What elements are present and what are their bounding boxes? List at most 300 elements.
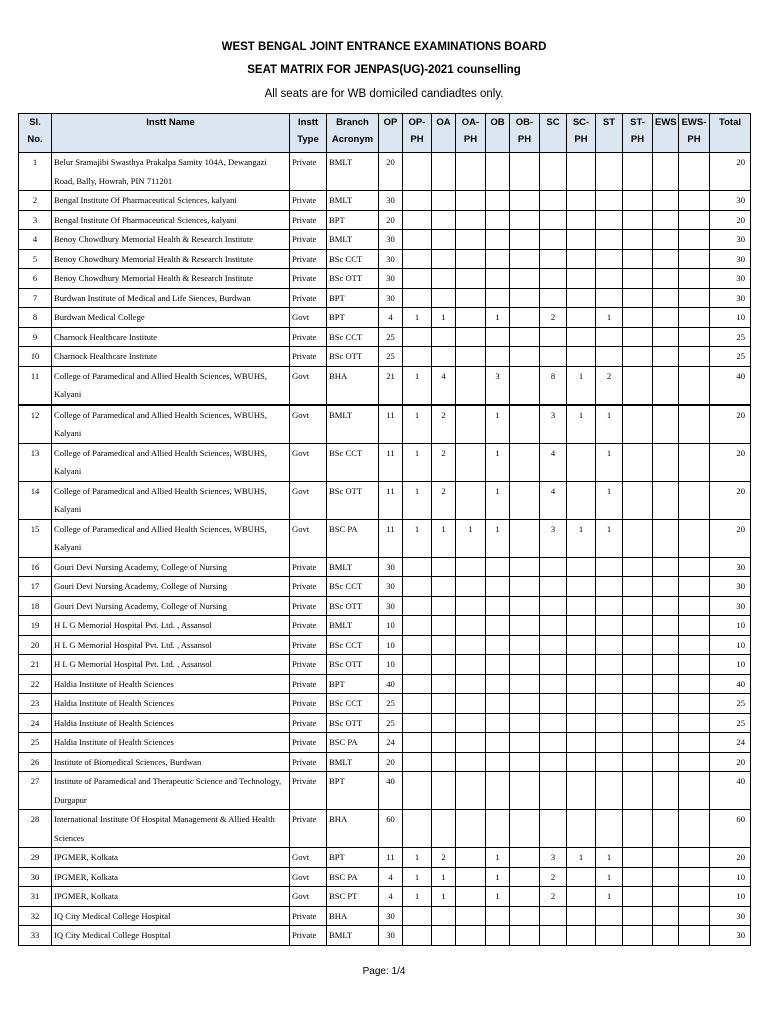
branch-cell: BMLT (327, 926, 379, 946)
seat-count-cell (567, 347, 596, 367)
seat-count-cell (456, 230, 486, 250)
seat-count-cell (623, 288, 653, 308)
seat-count-cell (623, 906, 653, 926)
serial-cell: 30 (19, 867, 52, 887)
serial-cell: 17 (19, 577, 52, 597)
branch-cell: BSc OTT (327, 655, 379, 675)
seat-count-cell (432, 674, 456, 694)
branch-cell: BMLT (327, 191, 379, 211)
column-header: Instt Type (290, 114, 327, 153)
seat-count-cell (403, 906, 432, 926)
seat-count-cell (596, 752, 623, 772)
seat-count-cell (540, 230, 567, 250)
seat-count-cell: 30 (379, 191, 403, 211)
seat-count-cell (653, 906, 679, 926)
seat-count-cell (596, 674, 623, 694)
seat-count-cell (567, 674, 596, 694)
total-cell: 30 (710, 191, 751, 211)
seat-count-cell (432, 191, 456, 211)
seat-count-cell: 1 (403, 366, 432, 405)
branch-cell: BSC PA (327, 733, 379, 753)
institute-type-cell: Govt (290, 481, 327, 519)
seat-count-cell (403, 327, 432, 347)
institute-name-cell: IQ City Medical College Hospital (52, 926, 290, 946)
seat-count-cell (653, 347, 679, 367)
institute-name-cell: College of Paramedical and Allied Health Sciences, WBUHS, Kalyani (52, 366, 290, 405)
seat-count-cell: 40 (379, 772, 403, 810)
seat-count-cell: 2 (540, 308, 567, 328)
table-row (19, 694, 751, 714)
table-row (19, 405, 751, 444)
seat-count-cell (653, 887, 679, 907)
seat-count-cell (432, 347, 456, 367)
seat-count-cell (456, 713, 486, 733)
seat-count-cell (679, 674, 710, 694)
institute-type-cell: Private (290, 557, 327, 577)
seat-count-cell (653, 230, 679, 250)
seat-count-cell: 1 (567, 366, 596, 405)
seat-count-cell: 11 (379, 443, 403, 481)
seat-matrix-table (18, 113, 751, 946)
seat-count-cell: 4 (432, 366, 456, 405)
table-row (19, 153, 751, 191)
branch-cell: BPT (327, 308, 379, 328)
total-cell: 25 (710, 694, 751, 714)
seat-count-cell (540, 655, 567, 675)
seat-count-cell (596, 596, 623, 616)
seat-count-cell (623, 655, 653, 675)
seat-count-cell (456, 906, 486, 926)
total-cell: 10 (710, 867, 751, 887)
column-header: Branch Acronym (327, 114, 379, 153)
table-row (19, 926, 751, 946)
seat-count-cell (567, 867, 596, 887)
seat-count-cell (432, 772, 456, 810)
seat-count-cell (596, 635, 623, 655)
table-row (19, 772, 751, 810)
seat-count-cell (623, 347, 653, 367)
seat-count-cell (510, 557, 540, 577)
institute-type-cell: Private (290, 288, 327, 308)
seat-count-cell (540, 210, 567, 230)
seat-count-cell (567, 635, 596, 655)
serial-cell: 24 (19, 713, 52, 733)
institute-type-cell: Private (290, 596, 327, 616)
column-header: Total (710, 114, 751, 153)
seat-count-cell: 1 (403, 519, 432, 557)
seat-count-cell (510, 519, 540, 557)
seat-count-cell (403, 249, 432, 269)
table-row (19, 848, 751, 868)
seat-count-cell (596, 327, 623, 347)
seat-count-cell (510, 752, 540, 772)
seat-count-cell: 1 (486, 867, 510, 887)
table-row (19, 906, 751, 926)
institute-name-cell: Belur Sramajibi Swasthya Prakalpa Samity 104A, Dewangazi Road, Bally, Howrah, PIN 711201 (52, 153, 290, 191)
seat-count-cell (679, 347, 710, 367)
seat-count-cell (432, 733, 456, 753)
seat-count-cell (486, 810, 510, 848)
seat-count-cell (623, 557, 653, 577)
page-number: Page: 1/4 (362, 966, 406, 977)
seat-count-cell: 11 (379, 405, 403, 444)
seat-count-cell (567, 191, 596, 211)
serial-cell: 31 (19, 887, 52, 907)
seat-count-cell (679, 635, 710, 655)
serial-cell: 11 (19, 366, 52, 405)
branch-cell: BMLT (327, 405, 379, 444)
seat-count-cell (510, 926, 540, 946)
serial-cell: 16 (19, 557, 52, 577)
seat-count-cell (510, 616, 540, 636)
seat-count-cell: 2 (596, 366, 623, 405)
branch-cell: BPT (327, 674, 379, 694)
seat-count-cell: 1 (403, 848, 432, 868)
seat-count-cell (596, 655, 623, 675)
seat-count-cell: 1 (486, 443, 510, 481)
seat-count-cell (540, 752, 567, 772)
seat-count-cell: 25 (379, 347, 403, 367)
seat-count-cell (540, 906, 567, 926)
branch-cell: BMLT (327, 153, 379, 191)
seat-count-cell (679, 557, 710, 577)
institute-name-cell: H L G Memorial Hospital Pvt. Ltd. , Assansol (52, 616, 290, 636)
serial-cell: 4 (19, 230, 52, 250)
seat-count-cell: 10 (379, 655, 403, 675)
seat-count-cell (456, 887, 486, 907)
seat-count-cell (456, 443, 486, 481)
total-cell: 20 (710, 519, 751, 557)
seat-count-cell (567, 655, 596, 675)
table-row (19, 577, 751, 597)
seat-count-cell (623, 519, 653, 557)
seat-count-cell (510, 481, 540, 519)
institute-name-cell: Bengal Institute Of Pharmaceutical Sciences, kalyani (52, 191, 290, 211)
seat-count-cell: 1 (432, 867, 456, 887)
seat-count-cell (403, 772, 432, 810)
institute-name-cell: IPGMER, Kolkata (52, 867, 290, 887)
seat-count-cell (540, 616, 567, 636)
branch-cell: BSc CCT (327, 249, 379, 269)
seat-count-cell (679, 694, 710, 714)
seat-count-cell: 1 (596, 308, 623, 328)
institute-type-cell: Private (290, 191, 327, 211)
seat-count-cell (540, 288, 567, 308)
seat-count-cell (596, 249, 623, 269)
table-row (19, 867, 751, 887)
seat-count-cell (567, 288, 596, 308)
branch-cell: BPT (327, 288, 379, 308)
branch-cell: BSc CCT (327, 327, 379, 347)
table-row (19, 443, 751, 481)
seat-count-cell (403, 926, 432, 946)
column-header: EWS (653, 114, 679, 153)
seat-count-cell (653, 481, 679, 519)
seat-count-cell (510, 867, 540, 887)
institute-type-cell: Govt (290, 308, 327, 328)
seat-count-cell (679, 733, 710, 753)
seat-count-cell (540, 249, 567, 269)
seat-count-cell (510, 810, 540, 848)
table-row (19, 210, 751, 230)
seat-count-cell: 3 (540, 848, 567, 868)
seat-count-cell (510, 191, 540, 211)
table-row (19, 288, 751, 308)
seat-count-cell (540, 269, 567, 289)
seat-count-cell (403, 635, 432, 655)
seat-count-cell (567, 887, 596, 907)
seat-count-cell (456, 674, 486, 694)
seat-count-cell: 25 (379, 713, 403, 733)
seat-count-cell (486, 713, 510, 733)
seat-count-cell (679, 443, 710, 481)
seat-count-cell (540, 694, 567, 714)
table-row (19, 810, 751, 848)
column-header: EWS-PH (679, 114, 710, 153)
table-row (19, 713, 751, 733)
total-cell: 25 (710, 327, 751, 347)
seat-count-cell (567, 230, 596, 250)
seat-count-cell (432, 557, 456, 577)
seat-count-cell: 11 (379, 519, 403, 557)
seat-count-cell (567, 596, 596, 616)
seat-count-cell (653, 269, 679, 289)
total-cell: 30 (710, 269, 751, 289)
seat-count-cell: 1 (596, 867, 623, 887)
seat-count-cell (679, 655, 710, 675)
seat-count-cell (623, 926, 653, 946)
seat-count-cell (486, 596, 510, 616)
institute-type-cell: Private (290, 230, 327, 250)
total-cell: 10 (710, 887, 751, 907)
seat-count-cell (403, 655, 432, 675)
branch-cell: BSc OTT (327, 481, 379, 519)
serial-cell: 18 (19, 596, 52, 616)
serial-cell: 25 (19, 733, 52, 753)
serial-cell: 29 (19, 848, 52, 868)
seat-count-cell (486, 926, 510, 946)
institute-name-cell: Burdwan Institute of Medical and Life Siences, Burdwan (52, 288, 290, 308)
branch-cell: BSc OTT (327, 269, 379, 289)
total-cell: 24 (710, 733, 751, 753)
seat-count-cell: 11 (379, 481, 403, 519)
serial-cell: 12 (19, 405, 52, 444)
branch-cell: BPT (327, 772, 379, 810)
institute-name-cell: Haldia Institute of Health Sciences (52, 713, 290, 733)
seat-count-cell (679, 616, 710, 636)
seat-count-cell (679, 269, 710, 289)
table-row (19, 269, 751, 289)
seat-count-cell: 1 (596, 887, 623, 907)
institute-name-cell: Bengal Institute Of Pharmaceutical Sciences, kalyani (52, 210, 290, 230)
institute-type-cell: Private (290, 153, 327, 191)
serial-cell: 33 (19, 926, 52, 946)
total-cell: 30 (710, 596, 751, 616)
seat-count-cell (596, 230, 623, 250)
seat-count-cell (567, 481, 596, 519)
seat-count-cell (456, 366, 486, 405)
seat-count-cell (679, 366, 710, 405)
table-row (19, 752, 751, 772)
seat-count-cell (623, 635, 653, 655)
table-row (19, 366, 751, 405)
seat-count-cell (679, 772, 710, 810)
seat-count-cell (486, 655, 510, 675)
seat-count-cell (486, 327, 510, 347)
seat-count-cell (653, 557, 679, 577)
seat-count-cell (596, 191, 623, 211)
serial-cell: 26 (19, 752, 52, 772)
institute-type-cell: Govt (290, 405, 327, 444)
institute-name-cell: College of Paramedical and Allied Health Sciences, WBUHS, Kalyani (52, 519, 290, 557)
seat-count-cell (653, 153, 679, 191)
seat-count-cell: 1 (486, 481, 510, 519)
column-header: Sl. No. (19, 114, 52, 153)
seat-count-cell (567, 926, 596, 946)
seat-count-cell (403, 210, 432, 230)
seat-count-cell: 1 (403, 867, 432, 887)
seat-count-cell (432, 230, 456, 250)
seat-count-cell: 3 (540, 405, 567, 444)
seat-count-cell: 40 (379, 674, 403, 694)
seat-count-cell (653, 288, 679, 308)
seat-count-cell (456, 752, 486, 772)
serial-cell: 23 (19, 694, 52, 714)
serial-cell: 7 (19, 288, 52, 308)
seat-count-cell: 1 (596, 481, 623, 519)
seat-count-cell: 30 (379, 249, 403, 269)
table-row (19, 249, 751, 269)
seat-count-cell (510, 848, 540, 868)
institute-name-cell: Burdwan Medical College (52, 308, 290, 328)
seat-count-cell (540, 577, 567, 597)
seat-count-cell (623, 596, 653, 616)
seat-count-cell (567, 733, 596, 753)
seat-count-cell (510, 713, 540, 733)
seat-count-cell (567, 210, 596, 230)
seat-count-cell: 4 (379, 867, 403, 887)
seat-count-cell: 30 (379, 577, 403, 597)
institute-name-cell: Charnock Healthcare Institute (52, 347, 290, 367)
seat-count-cell (567, 557, 596, 577)
seat-count-cell (456, 481, 486, 519)
column-header: ST-PH (623, 114, 653, 153)
seat-count-cell (679, 405, 710, 444)
seat-count-cell (596, 926, 623, 946)
seat-count-cell (653, 674, 679, 694)
total-cell: 20 (710, 752, 751, 772)
seat-count-cell (486, 772, 510, 810)
seat-count-cell (653, 308, 679, 328)
institute-name-cell: Benoy Chowdhury Memorial Health & Research Institute (52, 249, 290, 269)
seat-count-cell (456, 288, 486, 308)
seat-count-cell: 4 (540, 481, 567, 519)
seat-count-cell (486, 752, 510, 772)
branch-cell: BMLT (327, 230, 379, 250)
seat-count-cell (567, 249, 596, 269)
serial-cell: 27 (19, 772, 52, 810)
serial-cell: 20 (19, 635, 52, 655)
column-header: ST (596, 114, 623, 153)
seat-count-cell (653, 577, 679, 597)
seat-count-cell: 30 (379, 906, 403, 926)
institute-type-cell: Govt (290, 887, 327, 907)
seat-count-cell (653, 867, 679, 887)
seat-count-cell (540, 733, 567, 753)
branch-cell: BSC PA (327, 867, 379, 887)
seat-count-cell (653, 596, 679, 616)
serial-cell: 6 (19, 269, 52, 289)
seat-count-cell (623, 848, 653, 868)
branch-cell: BHA (327, 366, 379, 405)
seat-count-cell: 1 (486, 405, 510, 444)
seat-count-cell (679, 308, 710, 328)
seat-count-cell (456, 577, 486, 597)
total-cell: 30 (710, 926, 751, 946)
seat-count-cell: 1 (432, 887, 456, 907)
institute-type-cell: Private (290, 210, 327, 230)
institute-type-cell: Private (290, 752, 327, 772)
institute-type-cell: Private (290, 810, 327, 848)
seat-count-cell (623, 405, 653, 444)
branch-cell: BHA (327, 810, 379, 848)
seat-count-cell (623, 210, 653, 230)
seat-count-cell (456, 655, 486, 675)
seat-count-cell (623, 867, 653, 887)
seat-count-cell (679, 210, 710, 230)
seat-count-cell (456, 405, 486, 444)
column-header: SC-PH (567, 114, 596, 153)
seat-count-cell (540, 635, 567, 655)
seat-count-cell (456, 153, 486, 191)
seat-count-cell (596, 906, 623, 926)
seat-count-cell (623, 616, 653, 636)
total-cell: 20 (710, 405, 751, 444)
seat-count-cell (653, 810, 679, 848)
seat-count-cell: 2 (432, 481, 456, 519)
seat-count-cell: 10 (379, 635, 403, 655)
seat-count-cell: 1 (596, 405, 623, 444)
branch-cell: BPT (327, 210, 379, 230)
seat-count-cell (679, 519, 710, 557)
seat-count-cell (432, 249, 456, 269)
institute-name-cell: College of Paramedical and Allied Health Sciences, WBUHS, Kalyani (52, 405, 290, 444)
seat-count-cell: 25 (379, 694, 403, 714)
institute-type-cell: Private (290, 327, 327, 347)
seat-count-cell (567, 694, 596, 714)
institute-name-cell: Haldia Institute of Health Sciences (52, 674, 290, 694)
seat-count-cell (679, 596, 710, 616)
seat-count-cell (510, 269, 540, 289)
seat-count-cell (510, 405, 540, 444)
table-row (19, 191, 751, 211)
seat-count-cell (623, 191, 653, 211)
seat-count-cell (456, 269, 486, 289)
institute-name-cell: Haldia Institute of Health Sciences (52, 733, 290, 753)
seat-count-cell (403, 347, 432, 367)
seat-count-cell (486, 557, 510, 577)
seat-count-cell (510, 347, 540, 367)
institute-name-cell: College of Paramedical and Allied Health Sciences, WBUHS, Kalyani (52, 443, 290, 481)
seat-count-cell (456, 772, 486, 810)
total-cell: 10 (710, 616, 751, 636)
seat-count-cell (623, 713, 653, 733)
seat-count-cell (540, 772, 567, 810)
seat-count-cell (403, 733, 432, 753)
seat-count-cell (486, 269, 510, 289)
branch-cell: BMLT (327, 752, 379, 772)
seat-count-cell (623, 153, 653, 191)
